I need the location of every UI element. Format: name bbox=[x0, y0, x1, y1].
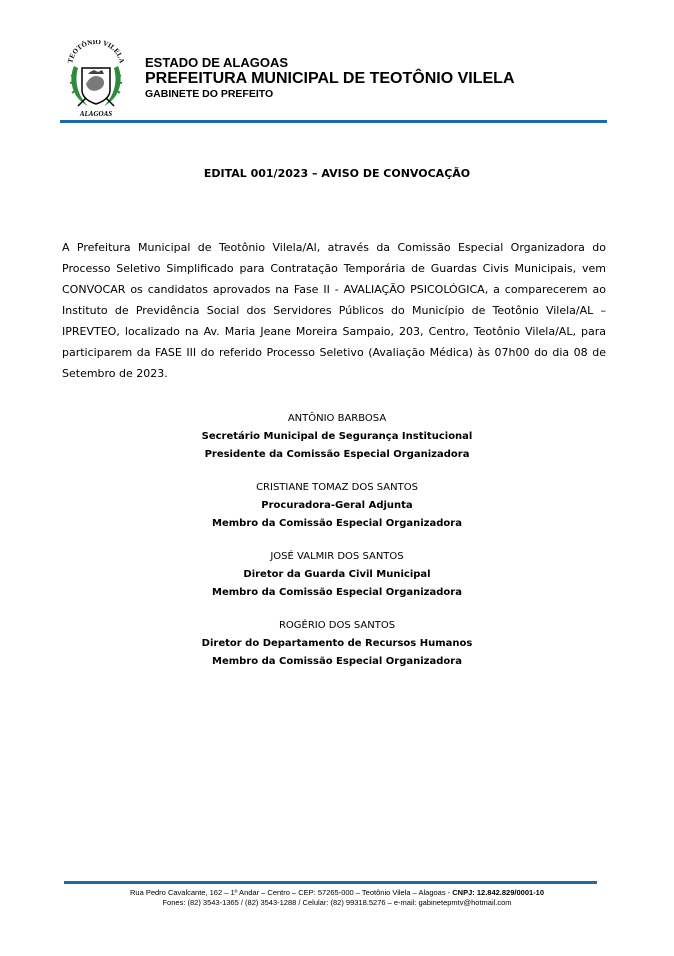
footer-divider bbox=[64, 881, 597, 884]
footer-contacts: Fones: (82) 3543-1365 / (82) 3543-1288 / Celular: (82) 99318.5276 – e-mail: gabinetepmtv@hotmail.com bbox=[162, 898, 512, 907]
signature bbox=[0, 548, 674, 602]
municipal-crest bbox=[64, 40, 128, 118]
signatory-name: ROGÉRIO DOS SANTOS bbox=[278, 620, 396, 631]
signatory-role: Diretor do Departamento de Recursos Humanos bbox=[201, 638, 473, 649]
header-divider bbox=[60, 120, 607, 123]
signatory-position: Membro da Comissão Especial Organizadora bbox=[212, 587, 462, 598]
footer-address: Rua Pedro Cavalcante, 162 – 1º Andar – Centro – CEP: 57265-000 – Teotônio Vilela – Alagoas - bbox=[130, 888, 453, 897]
signatory-position: Membro da Comissão Especial Organizadora bbox=[212, 656, 462, 667]
signature-block bbox=[0, 410, 674, 686]
signatory-role: Procuradora-Geral Adjunta bbox=[261, 500, 413, 511]
signatory-name: CRISTIANE TOMAZ DOS SANTOS bbox=[256, 482, 418, 493]
signatory-position: Presidente da Comissão Especial Organizadora bbox=[204, 449, 470, 460]
document-title: EDITAL 001/2023 – AVISO DE CONVOCAÇÃO bbox=[203, 167, 471, 180]
signature bbox=[0, 479, 674, 533]
signatory-position: Membro da Comissão Especial Organizadora bbox=[212, 518, 462, 529]
svg-text:TEOTÔNIO VILELA bbox=[66, 40, 126, 64]
state-name: ESTADO DE ALAGOAS bbox=[145, 55, 289, 70]
crest-top-text: TEOTÔNIO VILELA bbox=[66, 40, 126, 64]
signatory-role: Secretário Municipal de Segurança Institucional bbox=[201, 431, 473, 442]
signature bbox=[0, 410, 674, 464]
signatory-role: Diretor da Guarda Civil Municipal bbox=[243, 569, 431, 580]
crest-bottom-text: ALAGOAS bbox=[79, 110, 113, 118]
prefecture-name: PREFEITURA MUNICIPAL DE TEOTÔNIO VILELA bbox=[145, 70, 515, 87]
office-name: GABINETE DO PREFEITO bbox=[145, 88, 274, 100]
crest-emblem-icon bbox=[64, 40, 128, 118]
document-body: A Prefeitura Municipal de Teotônio Vilela/Al, através da Comissão Especial Organizadora do Processo Seletivo Simplificado para Contratação Temporária de Guardas Civis Municipais, vem CONVOCAR os candidatos aprovados na Fase II - AVALIAÇÃO PSICOLÓGICA, a comparecerem ao Instituto de Previdência Social dos Servidores Públicos do Município de Teotônio Vilela/AL – IPREVTEO, localizado na Av. Maria Jeane Moreira Sampaio, 203, Centro, Teotônio Vilela/AL, para participarem da FASE III do referido Processo Seletivo (Avaliação Médica) às 07h00 do dia 08 de Setembro de 2023. bbox=[62, 241, 606, 380]
signature bbox=[0, 617, 674, 671]
letterhead bbox=[145, 55, 515, 101]
footer bbox=[0, 888, 674, 908]
signatory-name: JOSÉ VALMIR DOS SANTOS bbox=[270, 551, 404, 562]
footer-address-line bbox=[0, 888, 674, 898]
footer-cnpj: CNPJ: 12.842.829/0001-10 bbox=[452, 888, 544, 897]
signatory-name: ANTÔNIO BARBOSA bbox=[287, 413, 387, 424]
